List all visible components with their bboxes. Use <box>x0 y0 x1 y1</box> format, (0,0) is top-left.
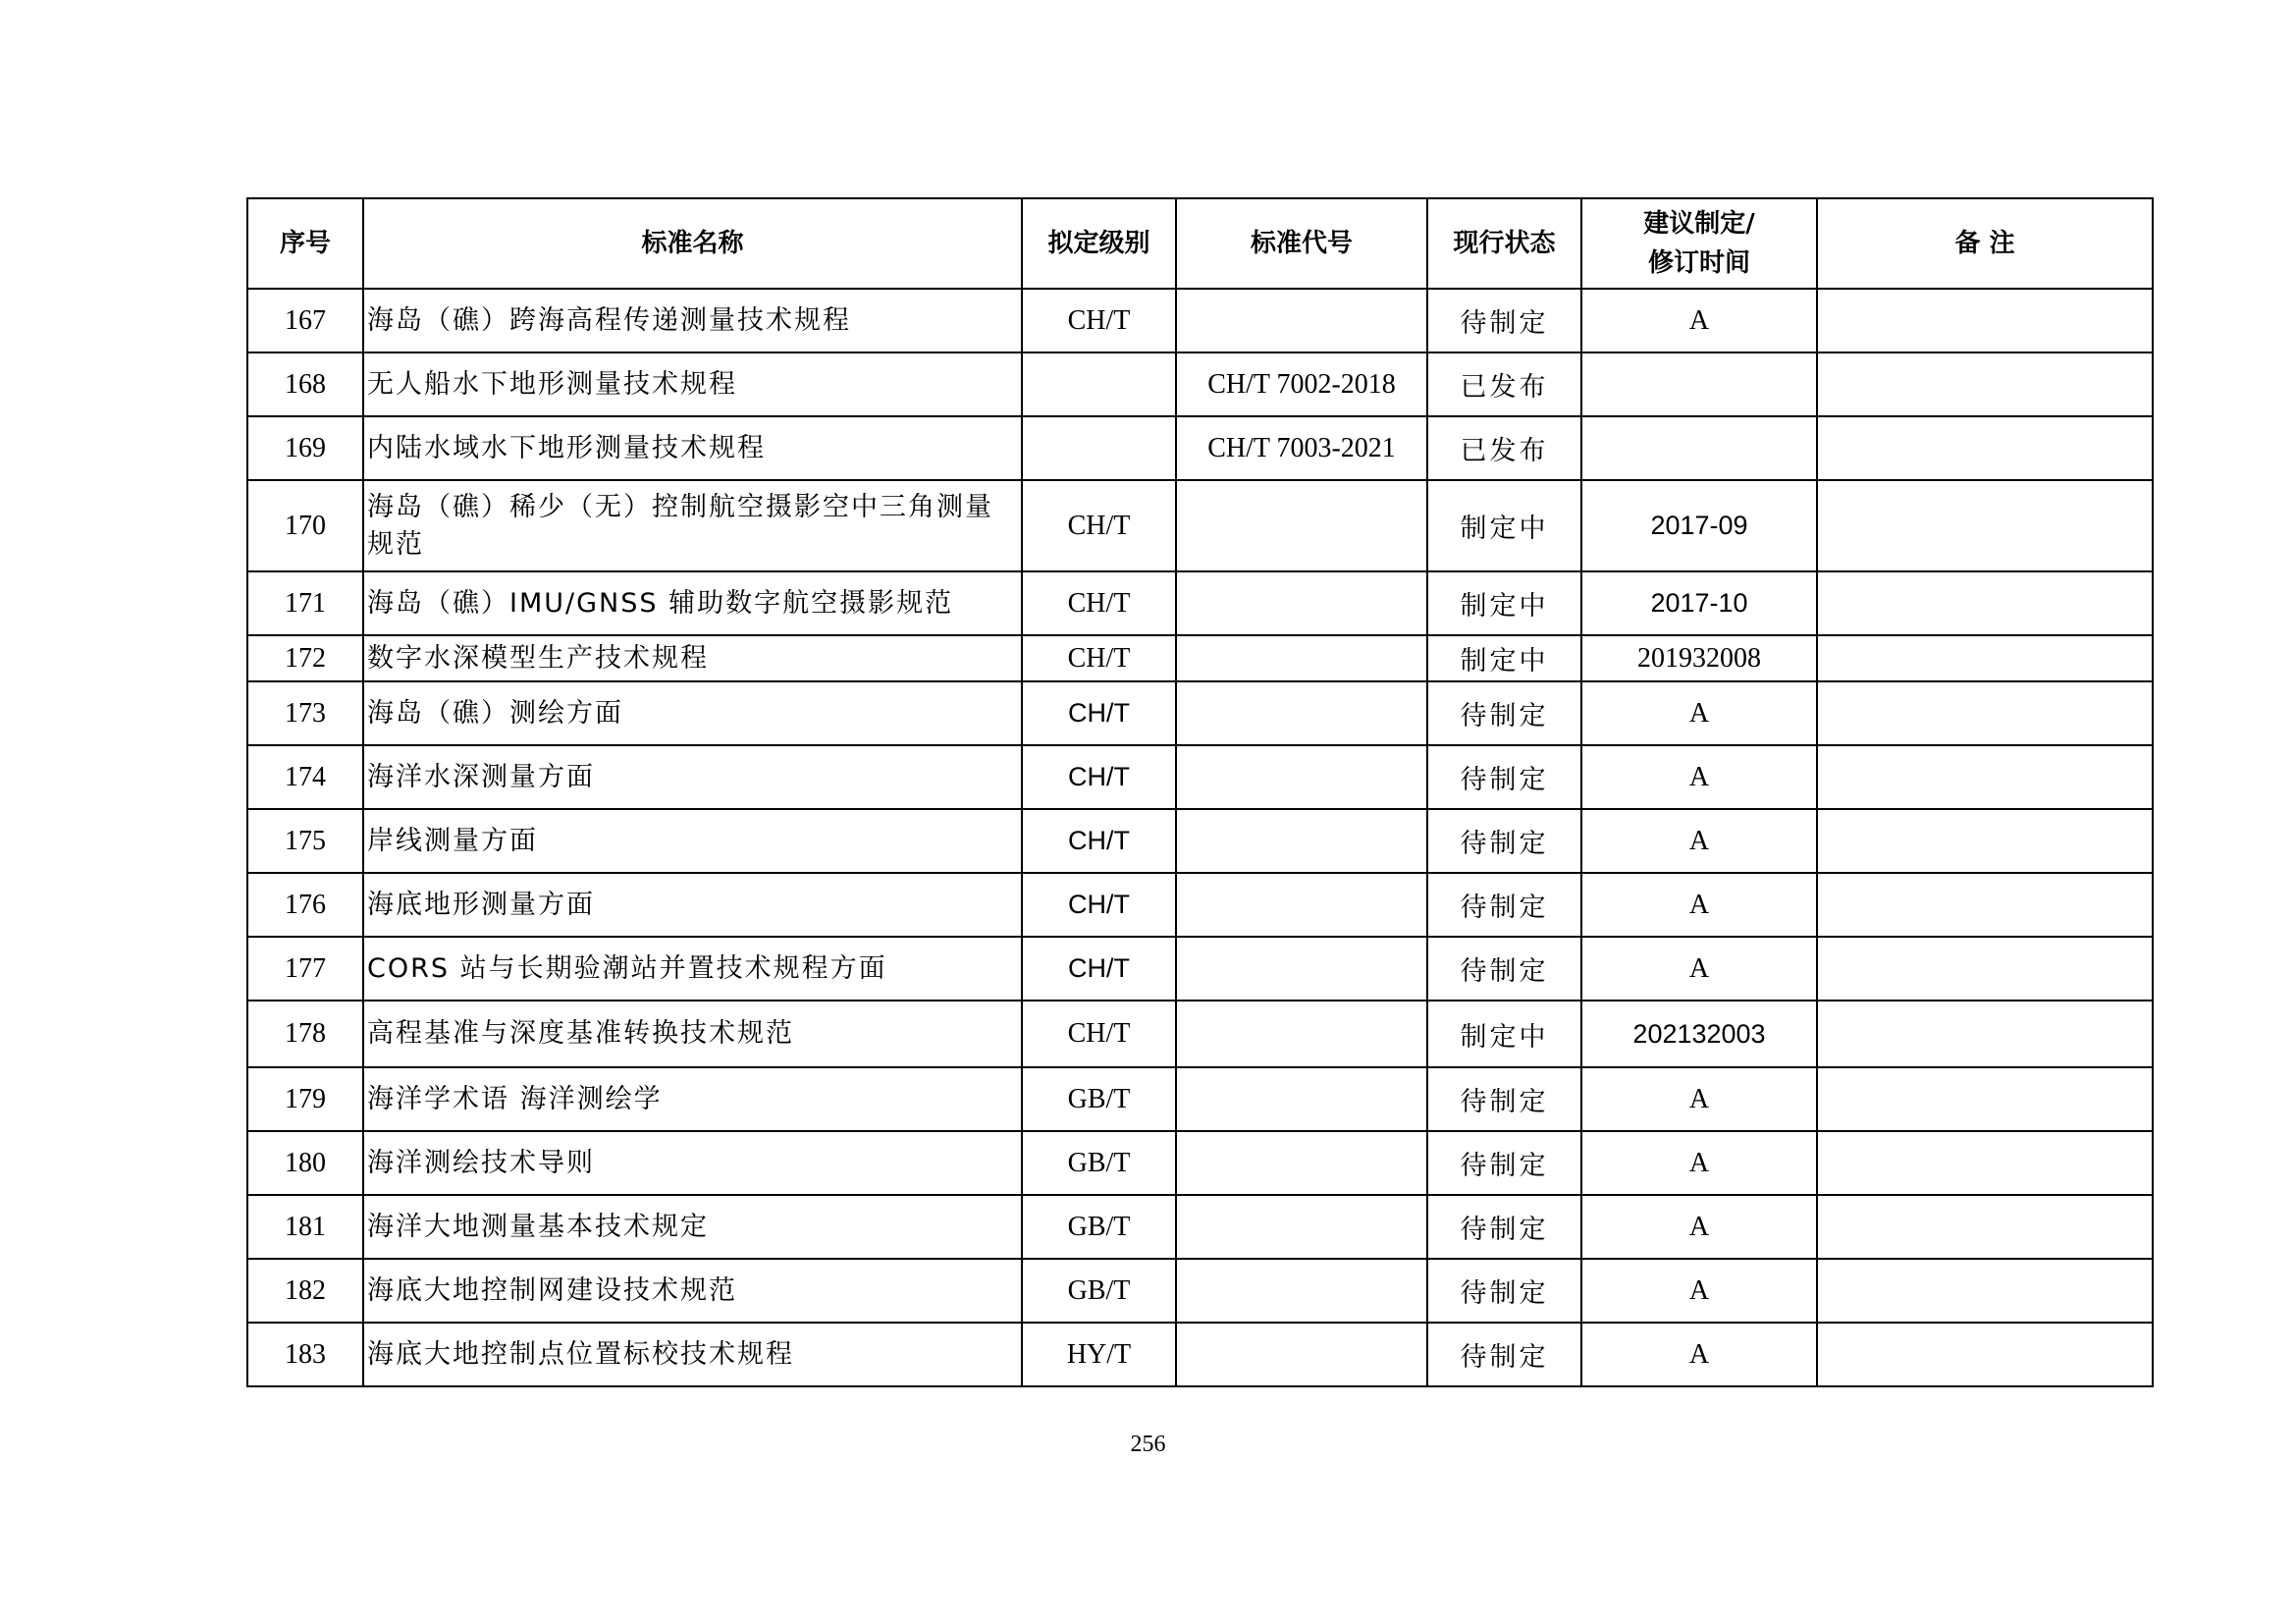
cell-note <box>1817 1131 2153 1195</box>
cell-name: 海洋测绘技术导则 <box>363 1131 1022 1195</box>
table-row <box>247 289 2153 352</box>
cell-code <box>1176 571 1427 635</box>
cell-name: 高程基准与深度基准转换技术规范 <box>363 1001 1022 1067</box>
cell-code <box>1176 809 1427 873</box>
cell-name: CORS 站与长期验潮站并置技术规程方面 <box>363 937 1022 1001</box>
cell-level: GB/T <box>1022 1131 1176 1195</box>
header-note: 备 注 <box>1817 198 2153 289</box>
header-time-line1: 建议制定/ <box>1643 209 1755 239</box>
cell-level: CH/T <box>1022 289 1176 352</box>
cell-code <box>1176 1259 1427 1323</box>
cell-level: CH/T <box>1022 745 1176 809</box>
cell-code <box>1176 635 1427 681</box>
cell-level: CH/T <box>1022 571 1176 635</box>
table-row <box>247 1001 2153 1067</box>
cell-status: 待制定 <box>1427 937 1581 1001</box>
cell-status: 制定中 <box>1427 480 1581 571</box>
cell-time: 202132003 <box>1581 1001 1817 1067</box>
cell-seq: 169 <box>247 416 363 480</box>
cell-seq: 179 <box>247 1067 363 1131</box>
cell-level: CH/T <box>1022 480 1176 571</box>
cell-time <box>1581 352 1817 416</box>
cell-code: CH/T 7003-2021 <box>1176 416 1427 480</box>
cell-code <box>1176 745 1427 809</box>
cell-note <box>1817 1195 2153 1259</box>
cell-name: 数字水深模型生产技术规程 <box>363 635 1022 681</box>
cell-seq: 180 <box>247 1131 363 1195</box>
cell-level: GB/T <box>1022 1259 1176 1323</box>
cell-name: 海底大地控制点位置标校技术规程 <box>363 1323 1022 1386</box>
cell-level <box>1022 416 1176 480</box>
table-row <box>247 480 2153 571</box>
cell-status: 制定中 <box>1427 571 1581 635</box>
cell-note <box>1817 681 2153 745</box>
cell-name: 内陆水域水下地形测量技术规程 <box>363 416 1022 480</box>
header-level: 拟定级别 <box>1022 198 1176 289</box>
cell-time: A <box>1581 1131 1817 1195</box>
header-name: 标准名称 <box>363 198 1022 289</box>
cell-level: CH/T <box>1022 635 1176 681</box>
cell-status: 已发布 <box>1427 416 1581 480</box>
cell-name: 海岛（礁）IMU/GNSS 辅助数字航空摄影规范 <box>363 571 1022 635</box>
table-row <box>247 352 2153 416</box>
table-row <box>247 635 2153 681</box>
cell-level: CH/T <box>1022 809 1176 873</box>
cell-seq: 174 <box>247 745 363 809</box>
cell-level: GB/T <box>1022 1195 1176 1259</box>
cell-status: 待制定 <box>1427 681 1581 745</box>
cell-seq: 167 <box>247 289 363 352</box>
cell-level: GB/T <box>1022 1067 1176 1131</box>
cell-note <box>1817 480 2153 571</box>
cell-status: 待制定 <box>1427 289 1581 352</box>
cell-name: 岸线测量方面 <box>363 809 1022 873</box>
cell-seq: 182 <box>247 1259 363 1323</box>
cell-seq: 177 <box>247 937 363 1001</box>
cell-code <box>1176 289 1427 352</box>
table-row <box>247 1131 2153 1195</box>
cell-note <box>1817 809 2153 873</box>
cell-time: A <box>1581 681 1817 745</box>
cell-name: 无人船水下地形测量技术规程 <box>363 352 1022 416</box>
cell-status: 制定中 <box>1427 1001 1581 1067</box>
cell-code <box>1176 1067 1427 1131</box>
cell-seq: 173 <box>247 681 363 745</box>
cell-time: A <box>1581 1259 1817 1323</box>
table-row <box>247 1067 2153 1131</box>
cell-note <box>1817 873 2153 937</box>
cell-note <box>1817 289 2153 352</box>
table-row <box>247 1323 2153 1386</box>
cell-code: CH/T 7002-2018 <box>1176 352 1427 416</box>
table-row <box>247 1195 2153 1259</box>
cell-time: A <box>1581 937 1817 1001</box>
cell-level: HY/T <box>1022 1323 1176 1386</box>
cell-seq: 168 <box>247 352 363 416</box>
cell-seq: 176 <box>247 873 363 937</box>
cell-code <box>1176 937 1427 1001</box>
page-number: 256 <box>1130 1432 1166 1457</box>
cell-note <box>1817 937 2153 1001</box>
standards-table <box>246 197 2154 1387</box>
cell-name: 海岛（礁）跨海高程传递测量技术规程 <box>363 289 1022 352</box>
table-row <box>247 416 2153 480</box>
header-time-line2: 修订时间 <box>1647 248 1750 278</box>
cell-seq: 181 <box>247 1195 363 1259</box>
cell-time: A <box>1581 809 1817 873</box>
cell-time: A <box>1581 1067 1817 1131</box>
cell-note <box>1817 1259 2153 1323</box>
cell-seq: 170 <box>247 480 363 571</box>
cell-time: A <box>1581 1195 1817 1259</box>
cell-status: 待制定 <box>1427 1067 1581 1131</box>
table-row <box>247 571 2153 635</box>
cell-time: 2017-10 <box>1581 571 1817 635</box>
header-row <box>247 198 2153 289</box>
cell-status: 待制定 <box>1427 745 1581 809</box>
cell-seq: 183 <box>247 1323 363 1386</box>
cell-level <box>1022 352 1176 416</box>
cell-seq: 171 <box>247 571 363 635</box>
table-row <box>247 1259 2153 1323</box>
cell-note <box>1817 1001 2153 1067</box>
cell-status: 待制定 <box>1427 873 1581 937</box>
header-code: 标准代号 <box>1176 198 1427 289</box>
cell-status: 待制定 <box>1427 1323 1581 1386</box>
cell-time: A <box>1581 873 1817 937</box>
cell-note <box>1817 635 2153 681</box>
cell-level: CH/T <box>1022 873 1176 937</box>
cell-time: 2017-09 <box>1581 480 1817 571</box>
table-row <box>247 873 2153 937</box>
cell-code <box>1176 1323 1427 1386</box>
cell-code <box>1176 1195 1427 1259</box>
cell-note <box>1817 1323 2153 1386</box>
header-status: 现行状态 <box>1427 198 1581 289</box>
cell-time: A <box>1581 1323 1817 1386</box>
cell-name: 海洋水深测量方面 <box>363 745 1022 809</box>
cell-code <box>1176 873 1427 937</box>
cell-time: A <box>1581 289 1817 352</box>
cell-seq: 172 <box>247 635 363 681</box>
cell-note <box>1817 1067 2153 1131</box>
table-body <box>247 289 2153 1386</box>
cell-status: 制定中 <box>1427 635 1581 681</box>
cell-level: CH/T <box>1022 681 1176 745</box>
cell-time: A <box>1581 745 1817 809</box>
cell-seq: 178 <box>247 1001 363 1067</box>
cell-name: 海底地形测量方面 <box>363 873 1022 937</box>
table-row <box>247 745 2153 809</box>
cell-status: 待制定 <box>1427 1195 1581 1259</box>
cell-status: 待制定 <box>1427 1259 1581 1323</box>
cell-note <box>1817 416 2153 480</box>
cell-time: 201932008 <box>1581 635 1817 681</box>
table-row <box>247 809 2153 873</box>
cell-status: 待制定 <box>1427 1131 1581 1195</box>
cell-name: 海岛（礁）稀少（无）控制航空摄影空中三角测量规范 <box>363 480 1022 571</box>
cell-level: CH/T <box>1022 937 1176 1001</box>
cell-time <box>1581 416 1817 480</box>
cell-note <box>1817 745 2153 809</box>
cell-note <box>1817 352 2153 416</box>
cell-name: 海洋大地测量基本技术规定 <box>363 1195 1022 1259</box>
cell-name: 海岛（礁）测绘方面 <box>363 681 1022 745</box>
cell-name: 海底大地控制网建设技术规范 <box>363 1259 1022 1323</box>
cell-code <box>1176 1001 1427 1067</box>
cell-code <box>1176 681 1427 745</box>
cell-code <box>1176 480 1427 571</box>
table-row <box>247 937 2153 1001</box>
header-seq: 序号 <box>247 198 363 289</box>
header-time <box>1581 198 1817 289</box>
cell-note <box>1817 571 2153 635</box>
cell-level: CH/T <box>1022 1001 1176 1067</box>
cell-seq: 175 <box>247 809 363 873</box>
cell-name: 海洋学术语 海洋测绘学 <box>363 1067 1022 1131</box>
cell-status: 已发布 <box>1427 352 1581 416</box>
cell-status: 待制定 <box>1427 809 1581 873</box>
cell-code <box>1176 1131 1427 1195</box>
table-row <box>247 681 2153 745</box>
